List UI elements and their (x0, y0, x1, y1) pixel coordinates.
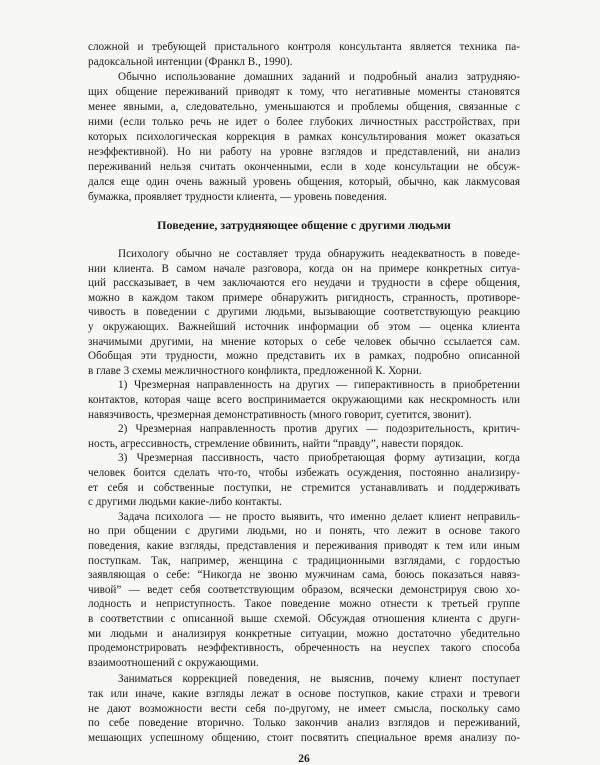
text-line: контактов, которая чаще всего воспринимается окружающими как нескромность или (88, 394, 520, 406)
text-line: не дают возможности вести себя по-другому, не имеет смысла, поскольку само (88, 702, 520, 715)
text-line: так или иначе, какие взгляды лежат в основе поступков, какие страхи и тревоги (88, 688, 520, 700)
text-line: в соответствии с описанной выше схемой. Обсуждая отношения клиента с други- (88, 613, 520, 625)
text-line: в главе 3 схемы межличностного конфликта, предложенной К. Хорни. (88, 364, 422, 377)
text-line: но при общении с другими людьми, но и понять, что лежит в основе такого (88, 525, 520, 538)
text-line: поступкам. Так, например, женщина с традиционными взглядами, с гордостью (88, 554, 520, 567)
text-line: Обобщая эти трудности, можно представить их в рамках, подробно описанной (88, 350, 520, 363)
text-line: Психологу обычно не составляет труда обнаружить неадекватность в поведе- (118, 248, 520, 260)
text-line: радоксальной интенции (Франкл В., 1990). (88, 56, 293, 68)
text-line: с другими людьми какие-либо контакты. (88, 496, 282, 509)
text-line: щих общение переживаний приводят к тому, что негативные моменты становятся (88, 86, 520, 98)
text-line: Заниматься коррекцией поведения, не выяснив, почему клиент поступает (118, 673, 520, 686)
text-line: чивой” — ведет себя соответствующим образом, всячески демонстрируя свою хо- (88, 583, 520, 596)
text-line: неэффективной). Но ни работу на уровне взглядов и представлений, ни анализ (88, 146, 520, 158)
text-line: продемонстрировать неэффективность, обреченность на неуспех такого способа (88, 642, 520, 655)
text-line: 2) Чрезмерная направленность против других — подозрительность, критич- (118, 423, 520, 436)
text-line: которых психологическая коррекция в рамках консультирования может оказаться (88, 131, 520, 143)
text-line: лодность и неприступность. Такое поведение можно отнести к третьей группе (88, 598, 520, 611)
text-line: поведения, какие взгляды, представления и переживания приводят к тем или иным (88, 540, 520, 552)
text-line: ми людьми и анализируя конкретные ситуации, можно достаточно убедительно (88, 627, 520, 640)
text-line: переживаний нельзя считать оконченными, если в ходе консультации не обсуж- (88, 161, 520, 173)
text-line: мешающих успешному общению, стоит посвятить специальное время анализу по- (88, 731, 520, 744)
text-line: бумажка, проявляет трудности клиента, — уровень поведения. (88, 191, 387, 203)
text-line: 1) Чрезмерная направленность на других — гиперактивность в приобретении (118, 379, 520, 392)
text-line: 3) Чрезмерная пассивность, часто приобретающая форму аутизации, когда (118, 452, 520, 465)
text-line: ность, агрессивность, стремление обвинить, найти “правду”, навести порядок. (88, 437, 464, 450)
text-line: человек боится сделать что-то, чтобы избежать осуждения, постоянно анализиру- (88, 467, 520, 479)
text-line: взаимоотношений с окружающими. (88, 656, 259, 669)
text-line: у окружающих. Важнейший источник информации об этом — оценка клиента (88, 321, 520, 333)
text-line: ций рассказывает, в чем заключаются его неудачи и трудности в сфере общения, (88, 277, 520, 290)
text-line: Задача психолога — не просто выявить, что именно делает клиент неправиль- (118, 510, 520, 523)
text-line: менее явными, а, следовательно, уменьшаются и проблемы общения, связанные с (88, 101, 520, 113)
text-line: чивость в поведении с другими людьми, вызывающие соответствующую реакцию (88, 306, 520, 319)
text-line: нии клиента. В самом начале разговора, когда он на примере конкретных ситуа- (88, 262, 520, 275)
text-line: сложной и требующей пристального контроля консультанта является техника па- (88, 41, 520, 53)
text-line: ними (если только речь не идет о более глубоких личностных расстройствах, при (88, 116, 520, 128)
page-number: 26 (298, 753, 310, 765)
text-line: ет себя и собственные поступки, не стремится устанавливать и поддерживать (88, 481, 520, 494)
text-line: заявляющая о себе: “Никогда не звоню мужчинам сама, боюсь показаться навяз- (88, 569, 520, 582)
text-line: значимыми другими, на мнение которых о себе человек обычно ссылается сам. (88, 335, 520, 348)
text-line: по себе поведение вторично. Только закончив анализ взглядов и переживаний, (88, 717, 520, 730)
text-line: навязчивость, чрезмерная демонстративность (много говорит, суетится, звонит). (88, 408, 472, 421)
text-line: можно в каждом таком примере обнаружить ригидность, странность, противоре- (88, 291, 520, 304)
text-line: дался еще один очень важный уровень общения, который, обычно, как лакмусовая (88, 176, 520, 188)
text-line: Обычно использование домашних заданий и подробный анализ затрудняю- (118, 71, 520, 83)
section-heading: Поведение, затрудняющее общение с другими людьми (157, 218, 451, 232)
